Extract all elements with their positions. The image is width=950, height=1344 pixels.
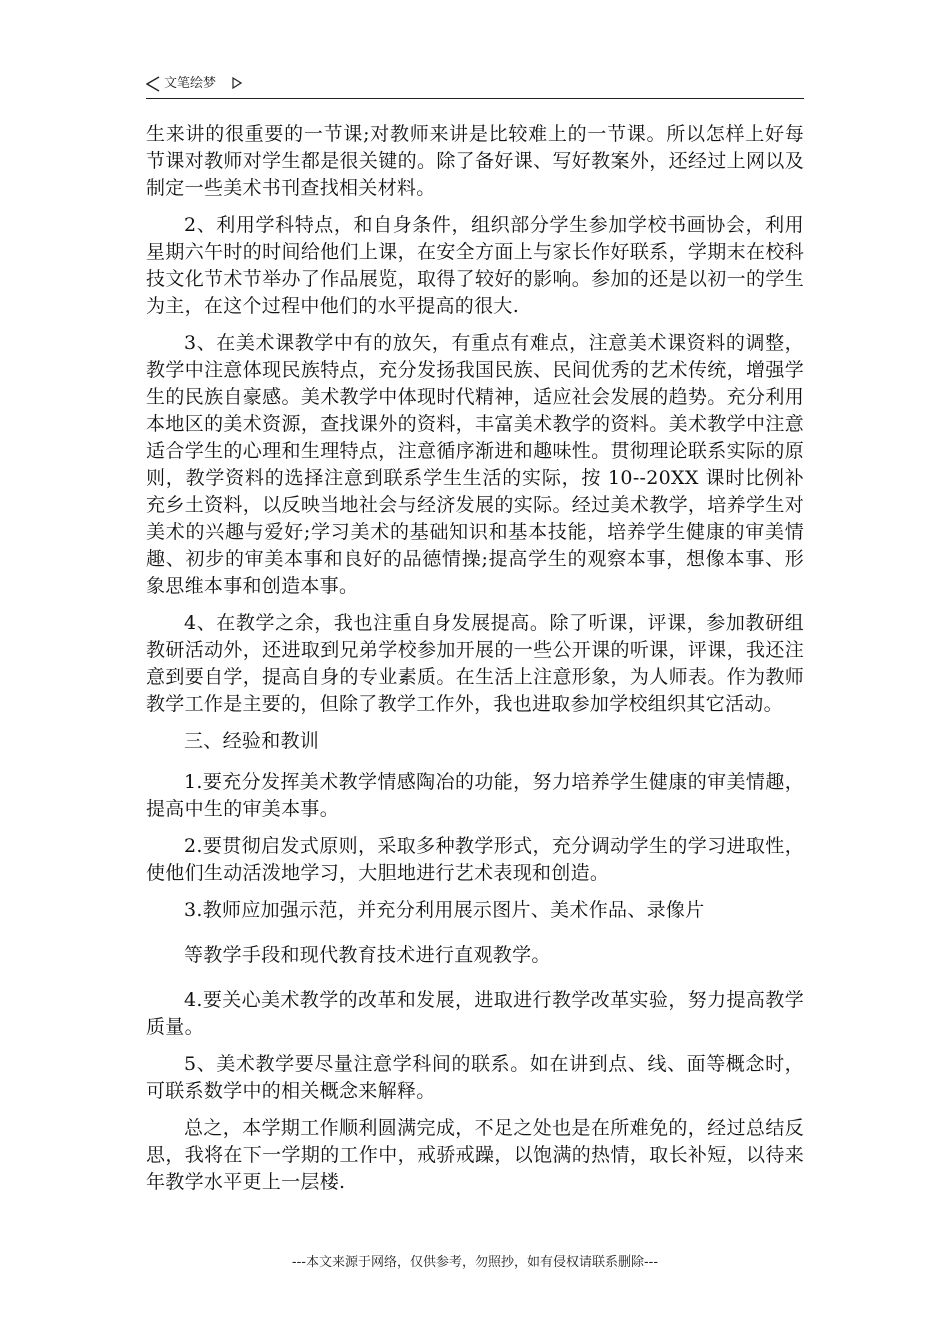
paragraph: 生来讲的很重要的一节课;对教师来讲是比较难上的一节课。所以怎样上好每节课对教师对学生都是很关键的。除了备好课、写好教案外，还经过上网以及制定一些美术书刊查找相关材料。 [146,123,804,199]
paragraph: 4、在教学之余，我也注重自身发展提高。除了听课，评课，参加教研组教研活动外，还进取到兄弟学校参加开展的一些公开课的听课，评课，我还注意到要自学，提高自身的专业素质。在生活上注意形象，为人师表。作为教师教学工作是主要的，但除了教学工作外，我也进取参加学校组织其它活动。 [146,612,804,715]
paragraph: 2、利用学科特点，和自身条件，组织部分学生参加学校书画协会，利用星期六午时的时间给他们上课，在安全方面上与家长作好联系，学期末在校科技文化节术节举办了作品展览，取得了较好的影响。参加的还是以初一的学生为主，在这个过程中他们的水平提高的很大. [146,214,804,317]
paragraph: 1.要充分发挥美术教学情感陶冶的功能，努力培养学生健康的审美情趣，提高中生的审美本事。 [146,771,804,820]
paragraph: 等教学手段和现代教育技术进行直观教学。 [184,944,551,966]
paragraph: 5、美术教学要尽量注意学科间的联系。如在讲到点、线、面等概念时，可联系数学中的相关概念来解释。 [146,1053,804,1102]
section-heading: 三、经验和教训 [184,730,320,752]
paragraph: 3.教师应加强示范，并充分利用展示图片、美术作品、录像片 [184,899,705,921]
page-footer: ---本文来源于网络，仅供参考，勿照抄，如有侵权请联系删除--- [291,1255,659,1270]
header-brand: 文笔绘梦 [164,76,217,91]
page-header [146,74,804,99]
paragraph: 2.要贯彻启发式原则，采取多种教学形式，充分调动学生的学习进取性，使他们生动活泼地学习，大胆地进行艺术表现和创造。 [146,835,804,884]
paragraph: 4.要关心美术教学的改革和发展，进取进行教学改革实验，努力提高教学质量。 [146,989,804,1038]
paragraph: 3、在美术课教学中有的放矢，有重点有难点，注意美术课资料的调整，教学中注意体现民族特点，充分发扬我国民族、民间优秀的艺术传统，增强学生的民族自豪感。美术教学中体现时代精神，适应社会发展的趋势。充分利用本地区的美术资源，查找课外的资料，丰富美术教学的资料。美术教学中注意适合学生的心理和生理特点，注意循序渐进和趣味性。贯彻理论联系实际的原则，教学资料的选择注意到联系学生生活的实际，按 10--20XX 课时比例补充乡土资料，以反映当地社会与经济发展的实际。经过美术教学，培养学生对美术的兴趣与爱好;学习美术的基础知识和基本技能，培养学生健康的审美情趣、初步的审美本事和良好的品德情操;提高学生的观察本事，想像本事、形象思维本事和创造本事。 [146,332,804,597]
right-triangle-icon [232,77,242,89]
document-body [146,121,804,1206]
paragraph: 总之，本学期工作顺利圆满完成，不足之处也是在所难免的，经过总结反思，我将在下一学期的工作中，戒骄戒躁，以饱满的热情，取长补短，以待来年教学水平更上一层楼. [146,1117,804,1193]
left-triangle-icon [146,76,160,92]
